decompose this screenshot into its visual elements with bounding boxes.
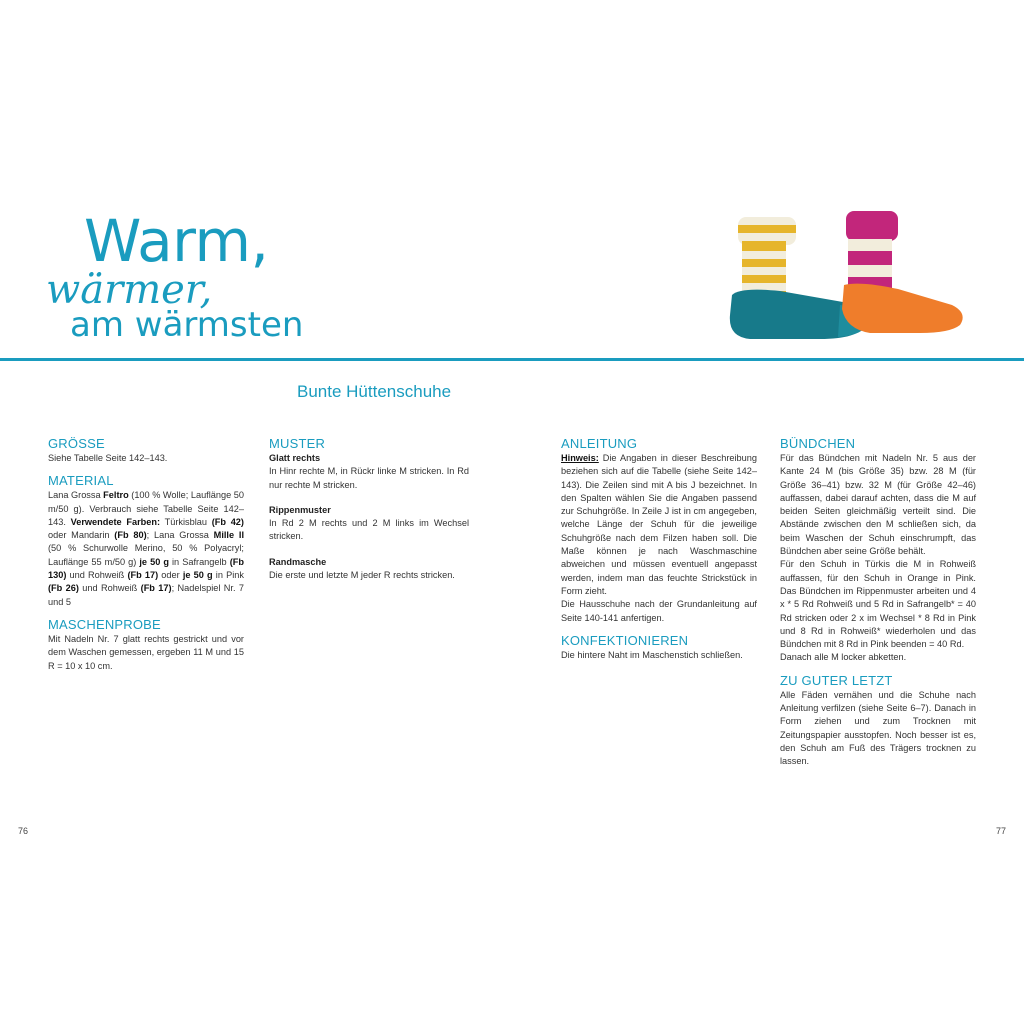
anleitung-text-2: Die Hausschuhe nach der Grundanleitung auf Seite 140-141 anfertigen. [561,599,757,623]
heading-konfektionieren: KONFEKTIONIEREN [561,632,689,648]
subheading-randmasche: Randmasche [269,556,327,567]
buendchen-text-1: Für das Bündchen mit Nadeln Nr. 5 aus der Kante 24 M (bis Größe 35) bzw. 28 M (für Größe 36–41) bzw. 32 M (für Größe 42–46) auffassen, dabei darauf achten, dass die M auf beiden Seiten gleichmäßig verteilt sind. Die Abstände zwischen den M schließen sich, da beim Waschen der Schuh einschrumpft, das Bündchen aber seine Größe behält. [780,453,976,557]
heading-maschenprobe: MASCHENPROBE [48,616,161,632]
subheading-rippenmuster: Rippenmuster [269,504,331,515]
heading-material: MATERIAL [48,473,114,489]
title-line-2: wärmer, [46,267,213,313]
page-subtitle: Bunte Hüttenschuhe [297,382,452,401]
title-line-3: am wärmsten [70,305,304,345]
konfektionieren-text: Die hintere Naht im Maschenstich schließen. [561,649,743,660]
orange-slipper-image [842,211,963,333]
buendchen-text-3: Danach alle M locker abketten. [780,652,907,663]
column-4 [780,436,976,769]
material-text: Lana Grossa Feltro (100 % Wolle; Lauflänge 50 m/50 g). Verbrauch siehe Tabelle Seite 142–143. Verwendete Farben: Türkisblau (Fb 42) oder Mandarin (Fb 80); Lana Grossa Mille II (50 % Schurwolle Merino, 50 % Polyacryl; Lauflänge 55 m/50 g) je 50 g in Safrangelb (Fb 130) und Rohweiß (Fb 17) oder je 50 g in Pink (Fb 26) und Rohweiß (Fb 17); Nadelspiel Nr. 7 und 5 [48,490,244,607]
glatt-rechts-text: In Hinr rechte M, in Rückr linke M stricken. In Rd nur rechte M stricken. [269,466,469,490]
subheading-glatt-rechts: Glatt rechts [269,453,321,463]
heading-muster: MUSTER [269,436,326,451]
heading-zu-guter-letzt: ZU GUTER LETZT [780,672,893,688]
anleitung-text: Hinweis: Die Angaben in dieser Beschreibung beziehen sich auf die Tabelle (siehe Seite 142–143). Die Zeilen sind mit A bis J bezeichnet. In den Spalten wählen Sie die Angaben passend zur Schuhgröße. In Zeile J ist in cm angegeben, welche Länge der Schuh für die jeweilige Schuhgröße nach dem Filzen haben soll. Die Maße können je nach Waschmaschine abweichen und müssen eventuell angepasst werden, indem man das feuchte Strickstück in Form zieht. [561,453,757,596]
column-1 [48,436,244,673]
heading-anleitung: ANLEITUNG [561,436,638,451]
page-number-right: 77 [996,826,1007,836]
column-2 [269,436,469,582]
buendchen-text-2: Für den Schuh in Türkis die M in Rohweiß auffassen, für den Schuh in Orange in Pink. Das Bündchen im Rippenmuster arbeiten und 4 x * 5 Rd Rohweiß und 5 Rd in Safrangelb* = 40 Rd stricken oder 2 x im Wechsel * 8 Rd in Pink und 8 Rd in Rohweiß* wiederholen und das Bündchen mit 8 Rd in Pink beenden = 40 Rd. [780,559,976,650]
rippenmuster-text: In Rd 2 M rechts und 2 M links im Wechsel stricken. [269,518,469,542]
header-rule [0,358,1024,361]
title-line-1: Warm, [84,207,269,275]
randmasche-text: Die erste und letzte M jeder R rechts stricken. [269,570,455,581]
groesse-text: Siehe Tabelle Seite 142–143. [48,453,168,463]
slippers-photo [720,205,970,355]
column-3 [561,436,757,662]
heading-buendchen: BÜNDCHEN [780,436,856,451]
maschenprobe-text: Mit Nadeln Nr. 7 glatt rechts gestrickt und vor dem Waschen gemessen, ergeben 11 M und 15 R = 10 x 10 cm. [48,633,244,671]
page-number-left: 76 [18,826,29,836]
zu-guter-letzt-text: Alle Fäden vernähen und die Schuhe nach Anleitung verfilzen (siehe Seite 6–7). Danach in Form ziehen und zum Trocknen mit Zeitungspapier ausstopfen. Noch besser ist es, den Schuh am Fuß des Trägers trocknen zu lassen. [780,689,976,767]
heading-groesse: GRÖSSE [48,436,105,451]
